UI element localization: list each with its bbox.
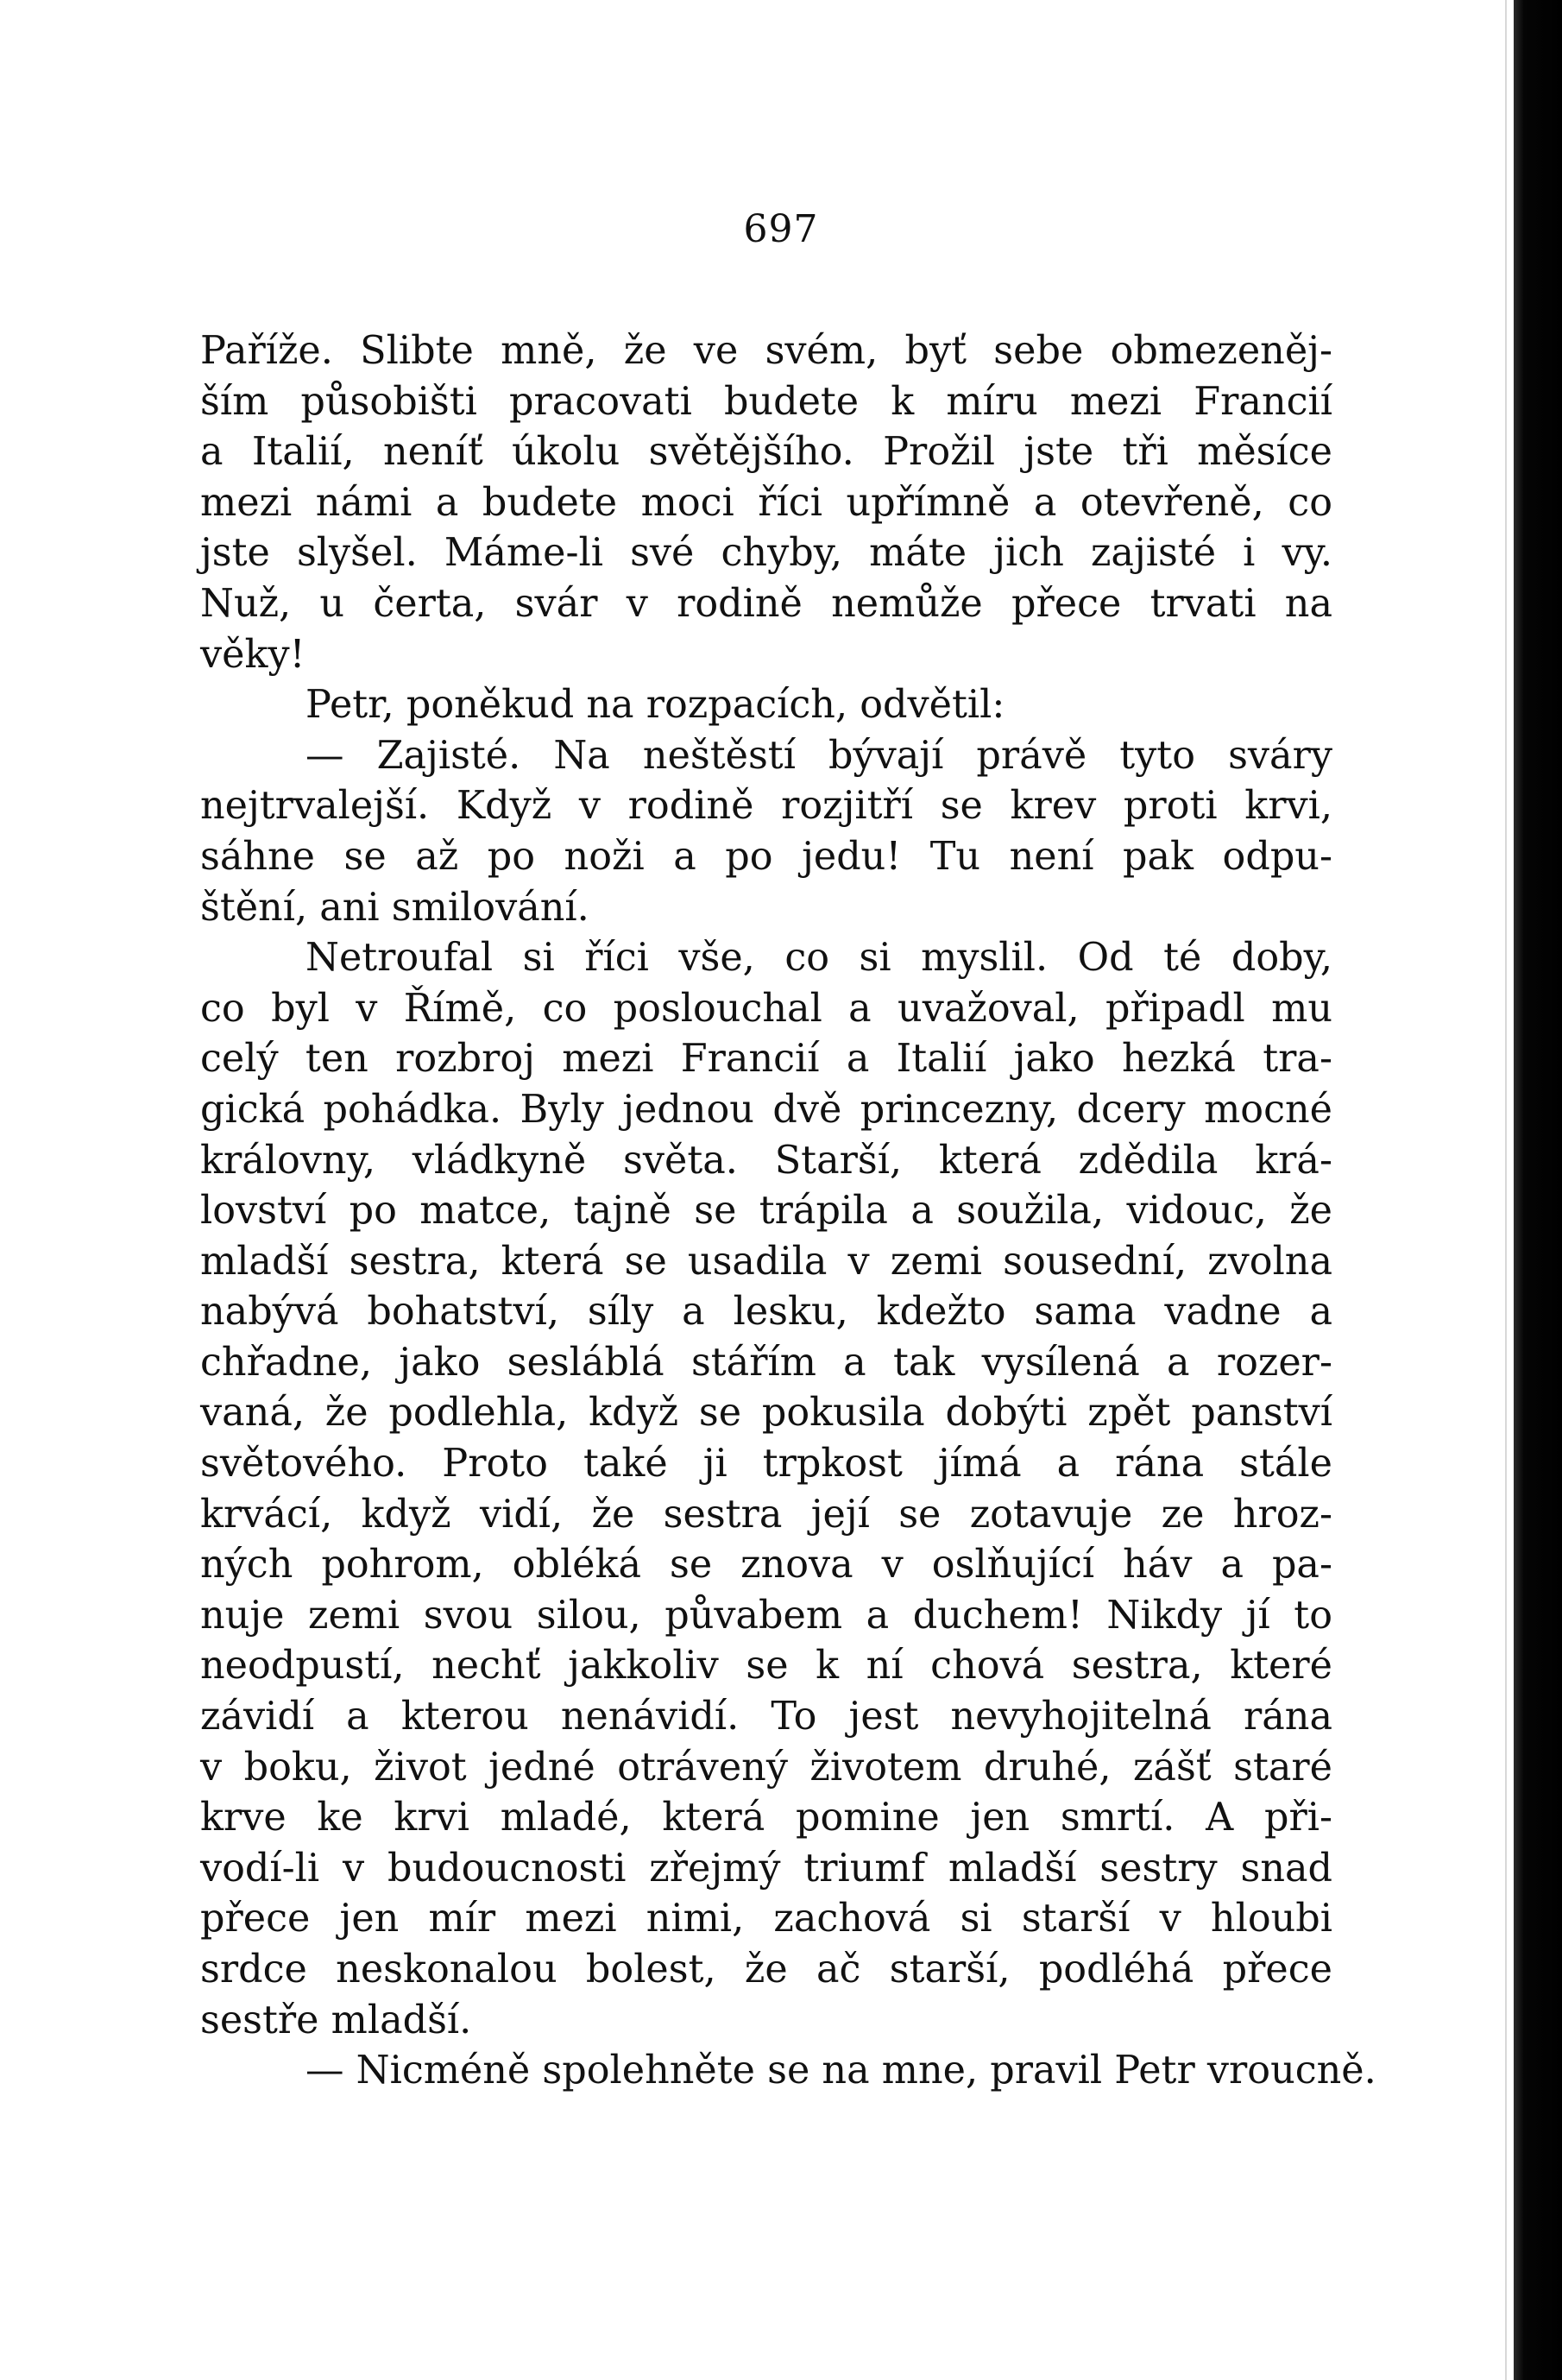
text-line: světového. Proto také ji trpkost jímá a rána stále [200,1442,1332,1487]
text-line: Nuž, u čerta, svár v rodině nemůže přece trvati na [200,581,1332,626]
text-line: v boku, život jedné otrávený životem druhé, zášť staré [200,1745,1332,1790]
text-line: co byl v Římě, co poslouchal a uvažoval, připadl mu [200,986,1332,1031]
text-line: královny, vládkyně světa. Starší, která zdědila krá- [200,1138,1332,1183]
text-line: Netroufal si říci vše, co si myslil. Od té doby, [305,936,1332,981]
body-text [200,326,1376,2097]
text-line: mezi námi a budete moci říci upřímně a otevřeně, co [200,480,1332,525]
text-line: závidí a kterou nenávidí. To jest nevyhojitelná rána [200,1695,1332,1739]
text-line: ných pohrom, obléká se znova v oslňující háv a pa- [200,1543,1332,1588]
text-line: krvácí, když vidí, že sestra její se zotavuje ze hroz- [200,1492,1332,1537]
text-line: štění, ani smilování. [200,885,589,930]
text-line: celý ten rozbroj mezi Francií a Italií jako hezká tra- [200,1037,1332,1082]
text-line: ším působišti pracovati budete k míru mezi Francií [200,379,1332,424]
text-line: — Zajisté. Na neštěstí bývají právě tyto sváry [305,733,1332,778]
text-line: a Italií, neníť úkolu světějšího. Prožil jste tři měsíce [200,430,1332,475]
page-edge-shadow [1514,0,1562,2380]
text-line: vaná, že podlehla, když se pokusila dobýti zpět panství [200,1391,1332,1436]
text-line: věky! [200,632,305,677]
text-line: gická pohádka. Byly jednou dvě princezny, dcery mocné [200,1087,1332,1132]
text-line: sáhne se až po noži a po jedu! Tu není pak odpu- [200,834,1332,879]
page-edge-line [1505,0,1507,2380]
text-line: neodpustí, nechť jakkoliv se k ní chová sestra, které [200,1644,1332,1689]
text-line: nejtrvalejší. Když v rodině rozjitří se krev proti krvi, [200,784,1332,829]
text-line: vodí-li v budoucnosti zřejmý triumf mladší sestry snad [200,1846,1332,1891]
text-line: lovství po matce, tajně se trápila a soužila, vidouc, že [200,1189,1332,1234]
text-line: chřadne, jako sesláblá stářím a tak vysílená a rozer- [200,1340,1332,1385]
text-line: Paříže. Slibte mně, že ve svém, byť sebe obmezeněj- [200,329,1332,373]
text-line: krve ke krvi mladé, která pomine jen smrtí. A při- [200,1796,1332,1840]
text-line: sestře mladší. [200,1998,472,2042]
page-number: 697 [743,207,819,251]
text-line: Petr, poněkud na rozpacích, odvětil: [305,683,1005,728]
text-line: jste slyšel. Máme-li své chyby, máte jich zajisté i vy. [200,531,1332,576]
text-line: přece jen mír mezi nimi, zachová si starší v hloubi [200,1897,1332,1941]
text-line: mladší sestra, která se usadila v zemi sousední, zvolna [200,1239,1332,1284]
text-line: nuje zemi svou silou, půvabem a duchem! Nikdy jí to [200,1593,1332,1638]
text-line: srdce neskonalou bolest, že ač starší, podléhá přece [200,1948,1332,1992]
text-line: nabývá bohatství, síly a lesku, kdežto sama vadne a [200,1290,1332,1335]
text-line: — Nicméně spolehněte se na mne, pravil Petr vroucně. [305,2049,1376,2093]
